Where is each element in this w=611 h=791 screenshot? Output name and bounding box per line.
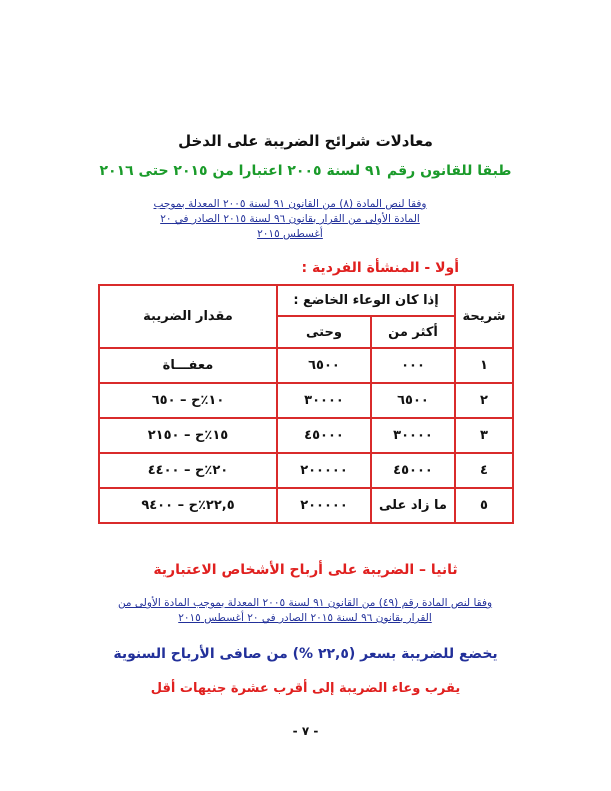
table-row	[99, 453, 513, 488]
cell-amount: ٢٢,٥٪ح – ٩٤٠٠	[99, 488, 277, 523]
header-slice: شريحة	[455, 285, 513, 348]
corporate-rate-text: يخضع للضريبة بسعر (٢٢,٥ %) من صافى الأرباح السنوية	[113, 646, 498, 662]
header-tax-amount: مقدار الضريبة	[99, 285, 277, 348]
section-heading-corporate: ثانيا – الضريبة على أرباح الأشخاص الاعتبارية	[153, 562, 458, 578]
table-row	[99, 348, 513, 383]
cell-to: ٣٠٠٠٠	[277, 383, 371, 418]
table-row	[99, 418, 513, 453]
cell-to: ٦٥٠٠	[277, 348, 371, 383]
table-row	[99, 488, 513, 523]
cell-amount: معفـــاة	[99, 348, 277, 383]
cell-amount: ٢٠٪ح – ٤٤٠٠	[99, 453, 277, 488]
cell-amount: ١٠٪ح – ٦٥٠	[99, 383, 277, 418]
cell-from: ٣٠٠٠٠	[371, 418, 455, 453]
table-row	[99, 383, 513, 418]
cell-to: ٢٠٠٠٠٠	[277, 488, 371, 523]
cell-from: ٤٥٠٠٠	[371, 453, 455, 488]
page-title: معادلات شرائح الضريبة على الدخل	[178, 132, 433, 150]
cell-to: ٢٠٠٠٠٠	[277, 453, 371, 488]
cell-to: ٤٥٠٠٠	[277, 418, 371, 453]
cell-slice: ٤	[455, 453, 513, 488]
section-heading-individual: أولا - المنشأة الفردية :	[301, 260, 459, 276]
table-header-row	[99, 285, 513, 316]
cell-slice: ٥	[455, 488, 513, 523]
page-number: - ٧ -	[292, 724, 319, 738]
header-up-to: وحتى	[277, 316, 371, 348]
cell-slice: ١	[455, 348, 513, 383]
legal-reference-2: وفقا لنص المادة رقم (٤٩) من القانون ٩١ لسنة ٢٠٠٥ المعدلة بموجب المادة الأولى من القرار بقانون ٩٦ لسنة ٢٠١٥ الصادر في ٢٠ أغسطس ٢٠١٥	[117, 597, 493, 624]
cell-slice: ٣	[455, 418, 513, 453]
law-subtitle: طبقا للقانون رقم ٩١ لسنة ٢٠٠٥ اعتبارا من ٢٠١٥ حتى ٢٠١٦	[99, 163, 512, 179]
tax-brackets-table	[98, 284, 514, 524]
cell-slice: ٢	[455, 383, 513, 418]
header-taxable-base: إذا كان الوعاء الخاضع :	[277, 285, 455, 316]
cell-from: ٠٠٠	[371, 348, 455, 383]
cell-amount: ١٥٪ح – ٢١٥٠	[99, 418, 277, 453]
rounding-rule-text: يقرب وعاء الضريبة إلى أقرب عشرة جنيهات أقل	[150, 681, 461, 696]
cell-from: ٦٥٠٠	[371, 383, 455, 418]
header-more-than: أكثر من	[371, 316, 455, 348]
legal-reference-1: وفقا لنص المادة (٨) من القانون ٩١ لسنة ٢٠٠٥ المعدلة بموجب المادة الأولى من القرار بقانون ٩٦ لسنة ٢٠١٥ الصادر في ٢٠ أغسطس ٢٠١٥	[153, 198, 427, 240]
cell-from: ما زاد على	[371, 488, 455, 523]
